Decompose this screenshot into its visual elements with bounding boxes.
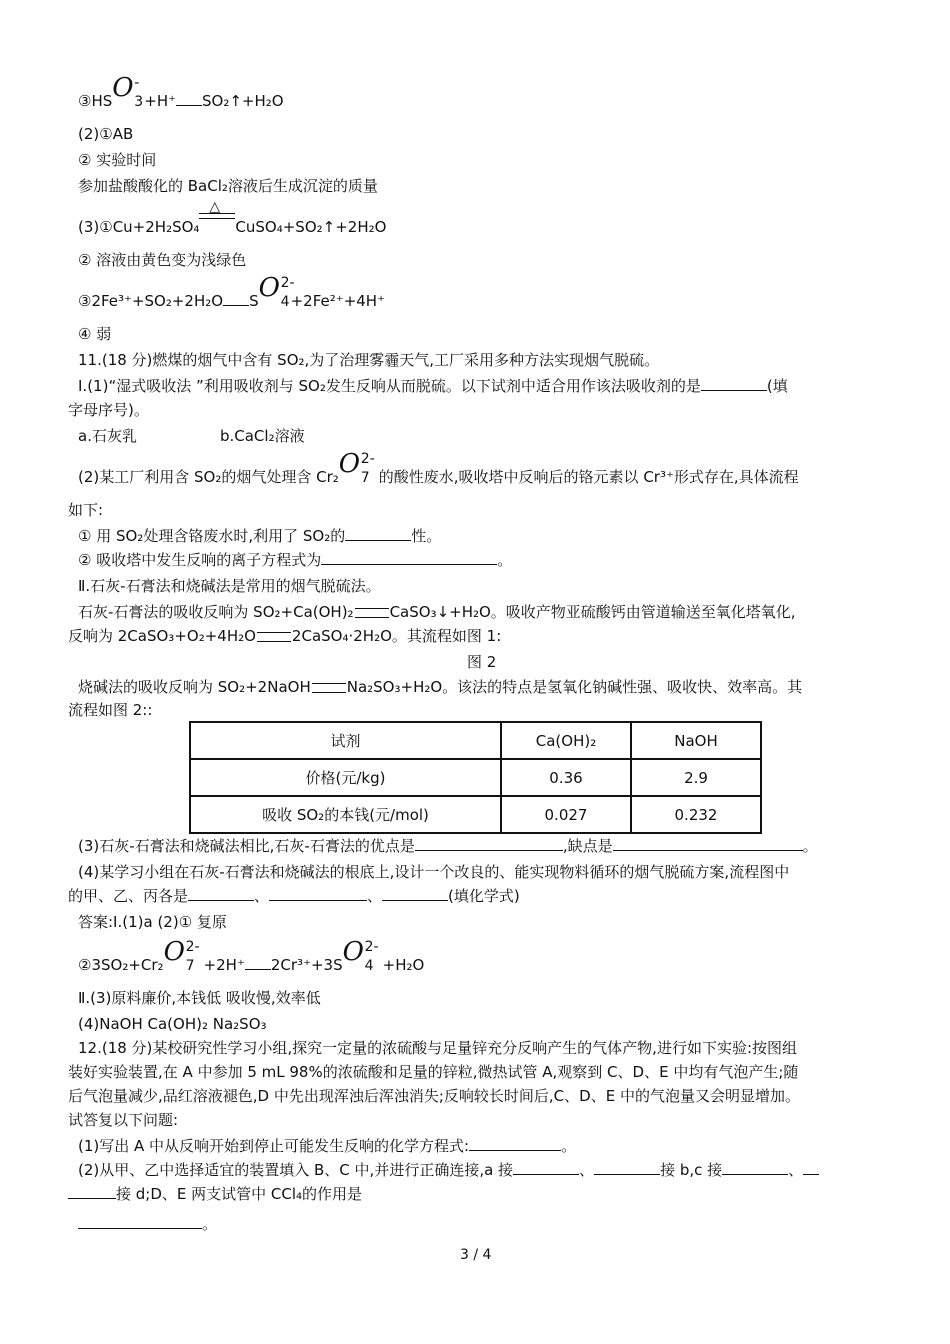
question-item: ① 用 SO₂处理含铬废水时,利用了 SO₂的 性。 <box>78 527 442 545</box>
cr2o7-ion: O 2- 7 <box>163 937 200 974</box>
answer-blank <box>78 1214 202 1229</box>
question-11-title: 11.(18 分)燃煤的烟气中含有 SO₂,为了治理雾霾天气,工厂采用多种方法实现烟气脱硫。 <box>78 351 660 369</box>
question-text: 字母序号)。 <box>68 401 149 419</box>
answer-line-cu-reaction: (3)①Cu+2H₂SO₄ △ CuSO₄+SO₂↑+2H₂O <box>78 199 387 236</box>
table-header-cell: Ca(OH)₂ <box>501 722 631 759</box>
question-options <box>78 426 305 446</box>
cr2o7-ion: O 2- 7 <box>338 449 375 486</box>
answer-line: ② 实验时间 <box>78 151 157 169</box>
table-row <box>190 759 761 796</box>
question-text: 石灰-石膏法的吸收反响为 SO₂+Ca(OH)₂ CaSO₃↓+H₂O。吸收产物亚硫酸钙由管道输送至氧化塔氧化, <box>78 603 796 621</box>
table-cell: 0.027 <box>501 796 631 833</box>
answer-blank <box>415 836 563 851</box>
section-ii-heading: Ⅱ.石灰-石膏法和烧碱法是常用的烟气脱硫法。 <box>78 577 381 595</box>
answer-blank <box>382 886 448 901</box>
answer-line: 答案:Ⅰ.(1)a (2)① 复原 <box>78 913 227 931</box>
answer-line: ② 溶液由黄色变为浅绿色 <box>78 251 247 269</box>
answer-blank <box>188 886 254 901</box>
answer-line: (4)NaOH Ca(OH)₂ Na₂SO₃ <box>78 1015 267 1033</box>
answer-line: ④ 弱 <box>78 325 112 343</box>
reagent-cost-table <box>189 721 762 834</box>
reaction-equals <box>223 291 249 306</box>
table-header-row <box>190 722 761 759</box>
question-text: 流程如图 2:: <box>68 701 153 719</box>
question-item: 。 <box>78 1214 217 1234</box>
reaction-equals <box>355 608 389 618</box>
hso3-ion: O - 3 <box>112 73 144 110</box>
option-a: a.石灰乳 <box>78 427 137 445</box>
question-text: 反响为 2CaSO₃+O₂+4H₂O 2CaSO₄·2H₂O。其流程如图 1: <box>68 627 502 645</box>
question-12-title: 12.(18 分)某校研究性学习小组,探究一定量的浓硫酸与足量锌充分反响产生的气体产物,进行如下实验:按图组 <box>78 1039 798 1057</box>
answer-line: 参加盐酸酸化的 BaCl₂溶液后生成沉淀的质量 <box>78 177 378 195</box>
page-number: 3 / 4 <box>460 1247 492 1263</box>
answer-blank <box>613 836 803 851</box>
question-11-part1: Ⅰ.(1)“湿式吸收法 ”利用吸收剂与 SO₂发生反响从而脱硫。以下试剂中适合用作该法吸收剂的是 (填 <box>78 377 788 395</box>
question-item: (1)写出 A 中从反响开始到停止可能发生反响的化学方程式: 。 <box>78 1137 577 1155</box>
question-11-part2: (2)某工厂利用含 SO₂的烟气处理含 Cr₂ O 2- 7 的酸性废水,吸收塔中反响后的铬元素以 Cr³⁺形式存在,具体流程 <box>78 449 799 486</box>
reaction-equals <box>257 632 291 642</box>
option-b: b.CaCl₂溶液 <box>219 427 305 445</box>
text: ③HS <box>78 92 113 110</box>
reaction-equals <box>245 955 271 970</box>
question-item: (4)某学习小组在石灰-石膏法和烧碱法的根底上,设计一个改良的、能实现物料循环的烟气脱硫方案,流程图中 <box>78 863 790 881</box>
answer-blank <box>321 550 497 565</box>
table-cell: 吸收 SO₂的本钱(元/mol) <box>190 796 501 833</box>
table-cell: 0.36 <box>501 759 631 796</box>
question-text: 如下: <box>68 501 104 519</box>
answer-blank <box>345 526 411 541</box>
answer-blank <box>701 376 767 391</box>
question-text: 烧碱法的吸收反响为 SO₂+2NaOH Na₂SO₃+H₂O。该法的特点是氢氧化钠碱性强、吸收快、效率高。其 <box>78 678 803 696</box>
answer-blank <box>68 1184 116 1199</box>
so4-ion: O 2- 4 <box>342 937 379 974</box>
so4-ion: O 2- 4 <box>258 273 295 310</box>
table-cell: 2.9 <box>631 759 761 796</box>
question-text: 后气泡量减少,品红溶液褪色,D 中先出现浑浊后浑浊消失;反响较长时间后,C、D、E 中的气泡量又会明显增加。 <box>68 1087 800 1105</box>
question-item: (3)石灰-石膏法和烧碱法相比,石灰-石膏法的优点是 ,缺点是 。 <box>78 837 818 855</box>
answer-line-hso3-reaction: ③HS O - 3 +H⁺ SO₂↑+H₂O <box>78 73 284 110</box>
answer-line-fe-reaction: ③2Fe³⁺+SO₂+2H₂O S O 2- 4 +2Fe²⁺+4H⁺ <box>78 273 385 310</box>
question-text: 试答复以下问题: <box>68 1111 179 1129</box>
heating-condition-symbol: △ <box>199 212 235 232</box>
answer-line: (2)①AB <box>78 125 134 143</box>
question-item: ② 吸收塔中发生反响的离子方程式为 。 <box>78 551 513 569</box>
table-cell: 0.232 <box>631 796 761 833</box>
figure-caption: 图 2 <box>467 653 497 671</box>
reaction-equals <box>176 91 202 106</box>
table-cell: 价格(元/kg) <box>190 759 501 796</box>
question-item: 接 d;D、E 两支试管中 CCl₄的作用是 <box>68 1184 362 1204</box>
question-text: 装好实验装置,在 A 中参加 5 mL 98%的浓硫酸和足量的锌粒,微热试管 A,观察到 C、D、E 中均有气泡产生;随 <box>68 1063 799 1081</box>
reaction-equals <box>312 683 346 693</box>
answer-blank <box>269 886 367 901</box>
answer-blank <box>594 1160 660 1175</box>
answer-blank <box>513 1160 579 1175</box>
answer-blank <box>469 1136 561 1151</box>
table-header-cell: 试剂 <box>190 722 501 759</box>
table-header-cell: NaOH <box>631 722 761 759</box>
table-row <box>190 796 761 833</box>
answer-line-cr-reaction: ②3SO₂+Cr₂ O 2- 7 +2H⁺ 2Cr³⁺+3S O 2- 4 +H₂O <box>78 937 425 974</box>
question-item: (2)从甲、乙中选择适宜的装置填入 B、C 中,并进行正确连接,a 接 、 接 b,c 接 、 <box>78 1160 819 1180</box>
answer-line: Ⅱ.(3)原料廉价,本钱低 吸收慢,效率低 <box>78 989 321 1007</box>
answer-blank <box>722 1160 788 1175</box>
answer-blank <box>803 1160 819 1175</box>
question-item: 的甲、乙、丙各是 、 、 (填化学式) <box>68 887 520 905</box>
